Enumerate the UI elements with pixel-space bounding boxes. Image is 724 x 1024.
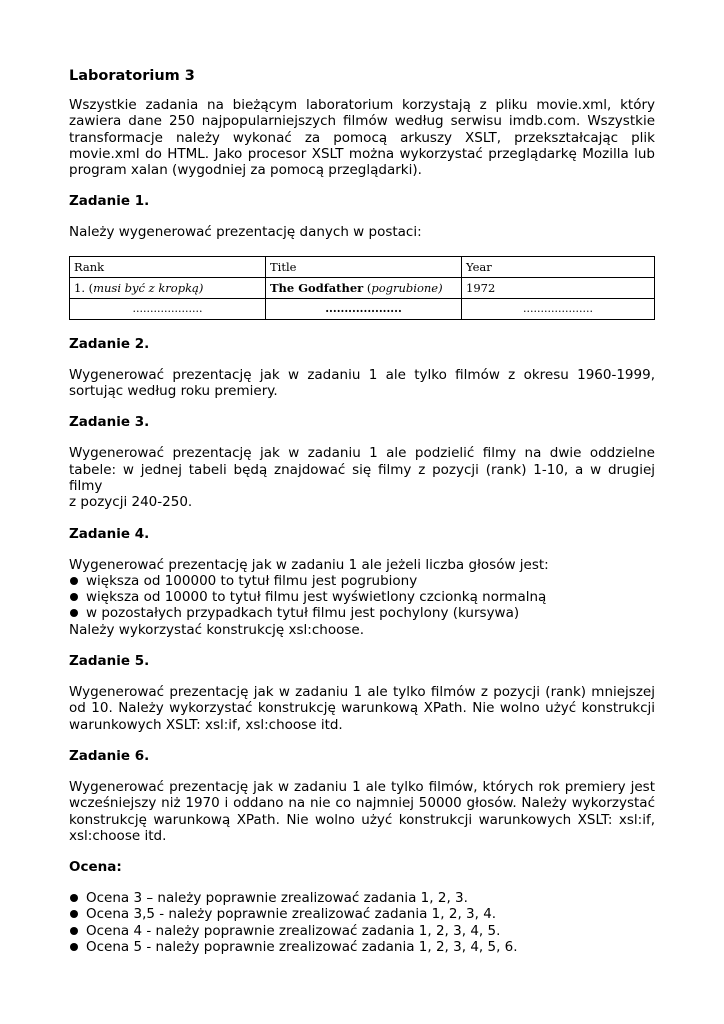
list-item <box>69 589 655 605</box>
list-item-text: Ocena 5 - należy poprawnie zrealizować zadania 1, 2, 3, 4, 5, 6. <box>86 939 518 956</box>
task1-heading: Zadanie 1. <box>69 193 150 210</box>
intro-paragraph <box>69 97 655 178</box>
task4-body <box>69 557 655 638</box>
list-item <box>69 939 655 955</box>
table-header-row <box>70 256 655 277</box>
task4-heading: Zadanie 4. <box>69 525 150 542</box>
task2-text <box>69 367 655 400</box>
task6-line: xsl:choose itd. <box>69 827 167 844</box>
bullet-icon <box>70 609 78 617</box>
list-item-text: Ocena 3 – należy poprawnie zrealizować zadania 1, 2, 3. <box>86 890 468 907</box>
table-row-dots <box>70 298 655 319</box>
task6-heading: Zadanie 6. <box>69 747 150 764</box>
task3-line: tabele: w jednej tabeli będą znajdować się filmy z pozycji (rank) 1-10, a w drugiej filmy <box>69 461 655 494</box>
list-item <box>69 923 655 939</box>
page-title: Laboratorium 3 <box>69 68 195 84</box>
header-rank: Rank <box>70 256 266 277</box>
title-note: pogrubione) <box>371 280 443 295</box>
bullet-icon <box>70 593 78 601</box>
dots-year: .................... <box>462 298 655 319</box>
title-value: The Godfather <box>270 280 364 295</box>
list-item-text: Ocena 4 - należy poprawnie zrealizować zadania 1, 2, 3, 4, 5. <box>86 922 501 939</box>
bullet-icon <box>70 894 78 902</box>
example-table <box>69 256 655 320</box>
list-item <box>69 605 655 621</box>
task6-line: wcześniejszy niż 1970 i oddano na nie co najmniej 50000 głosów. Należy wykorzystać <box>69 795 655 812</box>
task4-list <box>69 573 655 622</box>
task3-heading: Zadanie 3. <box>69 414 150 431</box>
intro-line: Wszystkie zadania na bieżącym laboratorium korzystają z pliku movie.xml, który <box>69 97 655 113</box>
bullet-icon <box>70 927 78 935</box>
intro-line: program xalan (wygodniej za pomocą przeglądarki). <box>69 162 422 179</box>
rank-note: musi być z kropką) <box>93 280 204 295</box>
list-item <box>69 573 655 589</box>
header-year: Year <box>462 256 655 277</box>
task5-line: Wygenerować prezentację jak w zadaniu 1 ale tylko filmów z pozycji (rank) mniejszej <box>69 684 655 701</box>
list-item <box>69 906 655 922</box>
task6-text <box>69 779 655 844</box>
task4-text: Wygenerować prezentację jak w zadaniu 1 ale jeżeli liczba głosów jest: <box>69 556 549 573</box>
task5-text <box>69 684 655 733</box>
bullet-icon <box>70 943 78 951</box>
bullet-icon <box>70 910 78 918</box>
task5-line: warunkowych XSLT: xsl:if, xsl:choose itd. <box>69 716 343 733</box>
task3-text <box>69 445 655 510</box>
task1-text: Należy wygenerować prezentację danych w postaci: <box>69 224 422 241</box>
cell-year: 1972 <box>462 277 655 298</box>
task6-line: konstrukcję warunkową XPath. Nie wolno użyć konstrukcji warunkowych XSLT: xsl:if, <box>69 811 655 828</box>
table-row <box>70 277 655 298</box>
task2-heading: Zadanie 2. <box>69 335 150 352</box>
title-note-open: ( <box>363 280 372 295</box>
task5-heading: Zadanie 5. <box>69 653 150 670</box>
header-title: Title <box>266 256 462 277</box>
dots-title: .................... <box>266 298 462 319</box>
task5-line: od 10. Należy wykorzystać konstrukcję warunkową XPath. Nie wolno użyć konstrukcji <box>69 700 655 717</box>
intro-line: movie.xml do HTML. Jako procesor XSLT można wykorzystać przeglądarkę Mozilla lub <box>69 145 655 162</box>
intro-line: zawiera dane 250 najpopularniejszych filmów według serwisu imdb.com. Wszystkie <box>69 113 655 130</box>
task2-line: Wygenerować prezentację jak w zadaniu 1 ale tylko filmów z okresu 1960-1999, <box>69 366 655 383</box>
cell-rank <box>70 277 266 298</box>
cell-title <box>266 277 462 298</box>
grading-heading: Ocena: <box>69 859 122 876</box>
grading-list <box>69 890 655 955</box>
task6-line: Wygenerować prezentację jak w zadaniu 1 ale tylko filmów, których rok premiery jest <box>69 778 655 795</box>
task4-after: Należy wykorzystać konstrukcję xsl:choose. <box>69 621 364 638</box>
task3-line: Wygenerować prezentację jak w zadaniu 1 ale podzielić filmy na dwie oddzielne <box>69 445 655 462</box>
intro-line: transformacje należy wykonać za pomocą arkuszy XSLT, przekształcając plik <box>69 129 655 146</box>
list-item-text: większa od 100000 to tytuł filmu jest pogrubiony <box>86 572 418 589</box>
task3-line: z pozycji 240-250. <box>69 494 193 511</box>
list-item-text: w pozostałych przypadkach tytuł filmu jest pochylony (kursywa) <box>86 605 520 622</box>
bullet-icon <box>70 577 78 585</box>
list-item-text: większa od 10000 to tytuł filmu jest wyświetlony czcionką normalną <box>86 589 547 606</box>
dots-rank: .................... <box>70 298 266 319</box>
document-content <box>69 67 655 955</box>
list-item <box>69 890 655 906</box>
rank-value: 1. ( <box>74 280 94 295</box>
list-item-text: Ocena 3,5 - należy poprawnie zrealizować zadania 1, 2, 3, 4. <box>86 906 497 923</box>
task2-line: sortując według roku premiery. <box>69 383 278 400</box>
